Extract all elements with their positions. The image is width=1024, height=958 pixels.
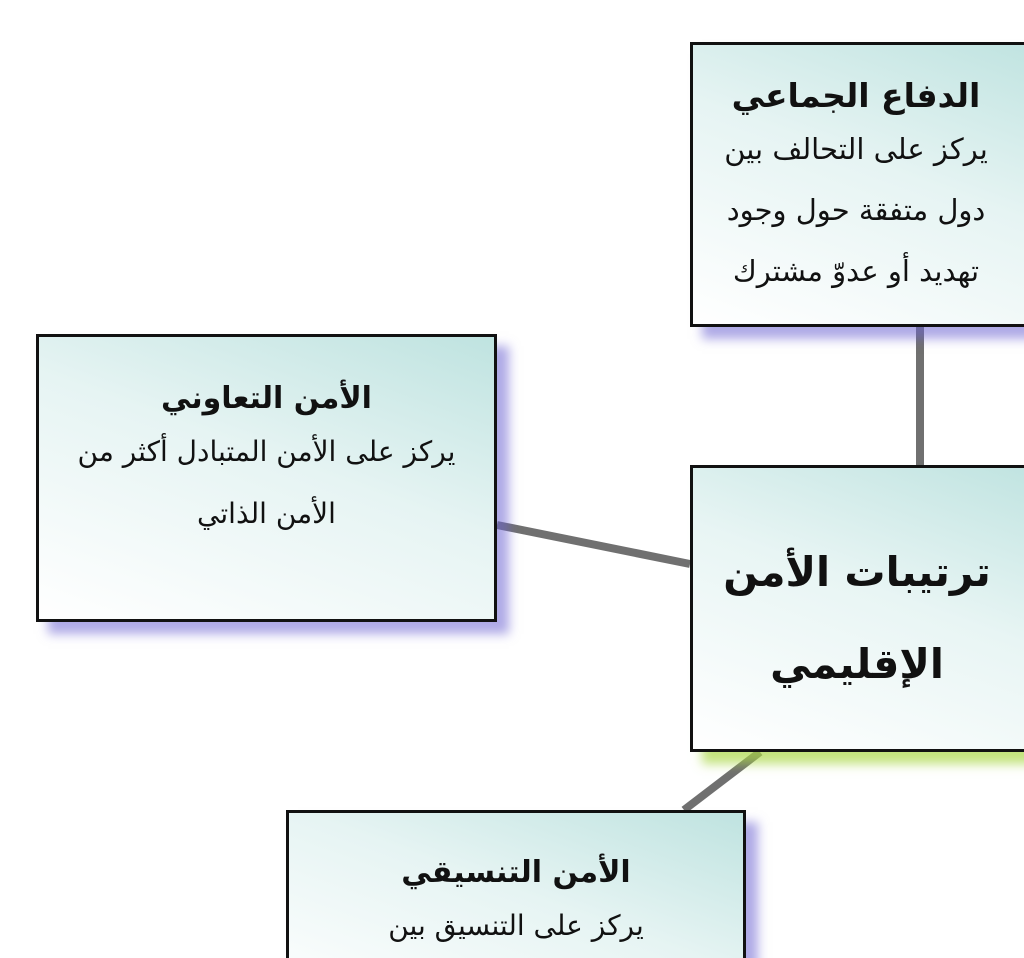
connector-coordinative: [684, 752, 760, 810]
node-title: الأمن التعاوني: [161, 381, 372, 416]
center-node-title: ترتيبات الأمن الإقليمي: [723, 548, 991, 688]
node-coordinative-security: [286, 810, 746, 958]
node-collective-defense: [690, 42, 1024, 327]
node-description: يركز على التنسيق بين: [388, 909, 644, 942]
node-description: يركز على الأمن المتبادل أكثر من الأمن الذاتي: [77, 435, 456, 530]
connector-cooperative: [497, 525, 690, 564]
node-center-regional-security: [690, 465, 1024, 752]
node-cooperative-security: [36, 334, 497, 622]
node-title: الدفاع الجماعي: [731, 76, 981, 115]
node-description: يركز على التحالف بين دول متفقة حول وجود تهديد أو عدوّ مشترك: [724, 132, 988, 288]
node-title: الأمن التنسيقي: [401, 855, 631, 890]
